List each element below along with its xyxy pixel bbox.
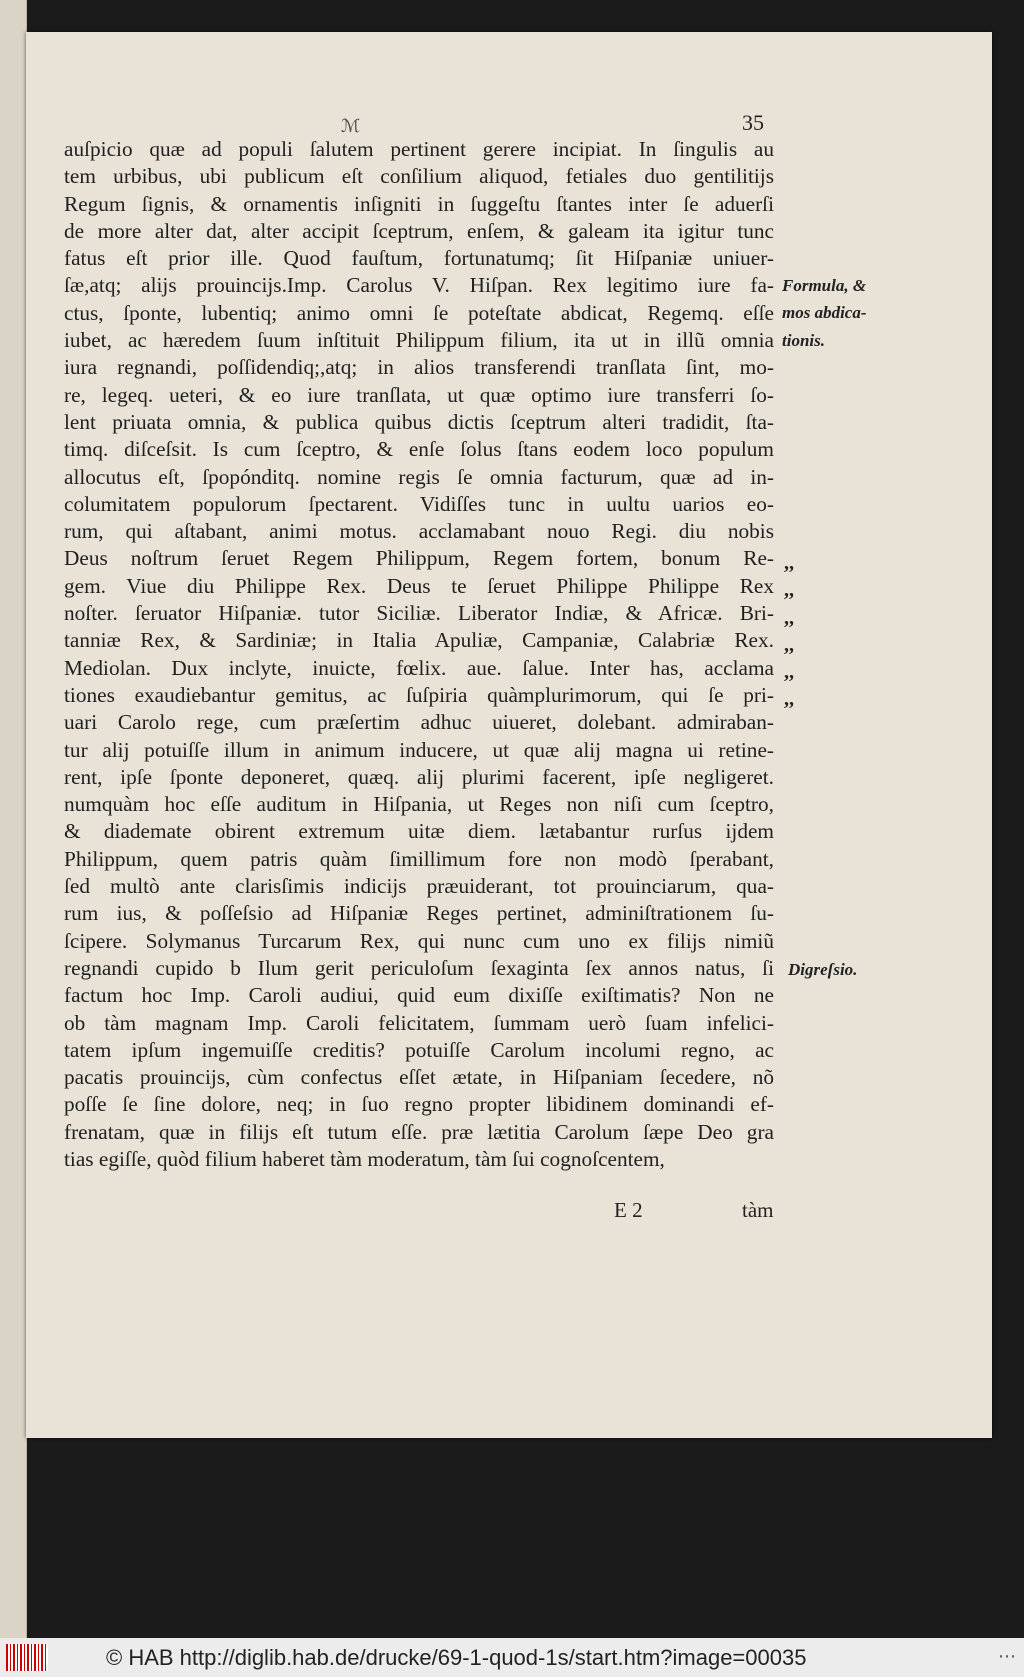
footer-bar (0, 1638, 1024, 1677)
text-line: numquàm hoc eſſe auditum in Hiſpania, ut Reges non niſi cum ſceptro, (64, 792, 774, 817)
text-line: rum ius, & poſſeſsio ad Hiſpaniæ Reges pertinet, adminiſtrationem ſu- (64, 901, 774, 926)
quotation-marks: ,, ,, ,, ,, ,, ,, (784, 552, 794, 711)
margin-note-digressio: Digreſsio. (788, 960, 858, 979)
text-line: & diademate obirent extremum uitæ diem. lætabantur rurſus ijdem (64, 819, 774, 844)
text-line: Philippum, quem patris quàm ſimillimum fore non modò ſperabant, (64, 846, 774, 871)
signature-mark: E 2 (614, 1198, 643, 1222)
text-line: iubet, ac hæredem ſuum inſtituit Philippum filium, ita ut in illũ omnia (64, 328, 774, 353)
barcode-icon (6, 1644, 48, 1671)
text-line: gem. Viue diu Philippe Rex. Deus te ſeruet Philippe Philippe Rex (64, 573, 774, 598)
text-line: Mediolan. Dux inclyte, inuicte, fœlix. aue. ſalue. Inter has, acclama (64, 655, 774, 680)
text-line: frenatam, quæ in filijs eſt tutum eſſe. præ lætitia Carolum ſæpe Deo gra (64, 1119, 774, 1144)
text-line: ob tàm magnam Imp. Caroli felicitatem, ſummam uerò ſuam infelici- (64, 1010, 774, 1035)
book-page (26, 32, 992, 1438)
margin-note-line: Formula, & (782, 276, 867, 295)
text-line: re, legeq. ueteri, & eo iure tranſlata, ut quæ optimo iure transferri ſo- (64, 382, 774, 407)
text-line: ſæ,atq; alijs prouincijs.Imp. Carolus V. Hiſpan. Rex legitimo iure fa- (64, 273, 774, 298)
text-line: tem urbibus, ubi publicum eſt conſilium aliquod, fetiales duo gentilitijs (64, 164, 774, 189)
text-line: ſcipere. Solymanus Turcarum Rex, qui nunc cum uno ex filijs nimiũ (64, 928, 774, 953)
text-line: ſed multò ante clarisſimis indicijs præuiderant, tot prouinciarum, qua- (64, 874, 774, 899)
more-options-icon[interactable]: ⋯ (998, 1646, 1016, 1666)
main-text (64, 136, 774, 1173)
copyright-url[interactable]: © HAB http://diglib.hab.de/drucke/69-1-quod-1s/start.htm?image=00035 (106, 1645, 807, 1670)
text-line: tiones exaudiebantur gemitus, ac ſuſpiria quàmplurimorum, qui ſe pri- (64, 682, 774, 707)
text-line: auſpicio quæ ad populi ſalutem pertinent gerere incipiat. In ſingulis au (64, 137, 774, 161)
text-line: noſter. ſeruator Hiſpaniæ. tutor Siciliæ. Liberator Indiæ, & Africæ. Bri- (64, 601, 774, 626)
text-line: factum hoc Imp. Caroli audiui, quid eum dixiſſe exiſtimatis? Non ne (64, 983, 774, 1008)
text-line: tur alij potuiſſe illum in animum inducere, ut quæ alij magna ui retine- (64, 737, 774, 762)
text-line: Regum ſignis, & ornamentis inſigniti in ſuggeſtu ſtantes inter ſe aduerſi (64, 191, 774, 216)
text-line: rent, ipſe ſponte deponeret, quæq. alij plurimi facerent, ipſe negligeret. (64, 764, 774, 789)
text-line: rum, qui aſtabant, animi motus. acclamabant nouo Regi. diu nobis (64, 519, 774, 544)
ink-mark: ℳ (341, 116, 361, 136)
text-line: poſſe ſe ſine dolore, neq; in ſuo regno propter libidinem dominandi ef- (64, 1092, 774, 1117)
text-line: fatus eſt prior ille. Quod fauſtum, fortunatumq; ſit Hiſpaniæ uniuer- (64, 246, 774, 271)
text-line: iura regnandi, poſſidendiq;,atq; in alios transferendi tranſlata ſint, mo- (64, 355, 774, 380)
previous-page-edge (0, 0, 27, 1638)
margin-note-formula (782, 272, 867, 354)
text-line: Deus noſtrum ſeruet Regem Philippum, Regem fortem, bonum Re- (64, 546, 774, 571)
text-line: tatem ipſum ingemuiſſe creditis? potuiſſe Carolum incolumi regno, ac (64, 1037, 774, 1062)
text-line: columitatem populorum ſpectarent. Vidiſſes tunc in uultu uarios eo- (64, 491, 774, 516)
text-line: de more alter dat, alter accipit ſceptrum, enſem, & galeam ita igitur tunc (64, 218, 774, 243)
page-number: 35 (742, 110, 764, 135)
text-line: lent priuata omnia, & publica quibus dictis ſceptrum alteri tradidit, ſta- (64, 409, 774, 434)
margin-note-line: tionis. (782, 330, 825, 350)
catchword: tàm (742, 1198, 774, 1222)
text-line: allocutus eſt, ſpopónditq. nomine regis ſe omnia facturum, quæ ad in- (64, 464, 774, 489)
text-line: tanniæ Rex, & Sardiniæ; in Italia Apuliæ, Campaniæ, Calabriæ Rex. (64, 628, 774, 653)
text-line: timq. diſceſsit. Is cum ſceptro, & enſe ſolus ſtans eodem loco populum (64, 437, 774, 462)
text-line: pacatis prouincijs, cùm confectus eſſet ætate, in Hiſpaniam ſecedere, nõ (64, 1065, 774, 1090)
margin-note-line: mos abdica- (782, 303, 867, 323)
text-line: tias egiſſe, quòd filium haberet tàm moderatum, tàm ſui cognoſcentem, (64, 1146, 665, 1171)
text-line: uari Carolo rege, cum præſertim adhuc uiueret, dolebant. admiraban- (64, 710, 774, 735)
text-line: ctus, ſponte, lubentiq; animo omni ſe poteſtate abdicat, Regemq. eſſe (64, 300, 774, 325)
text-line: regnandi cupido b Ilum gerit periculoſum ſexaginta ſex annos natus, ſi (64, 955, 774, 980)
